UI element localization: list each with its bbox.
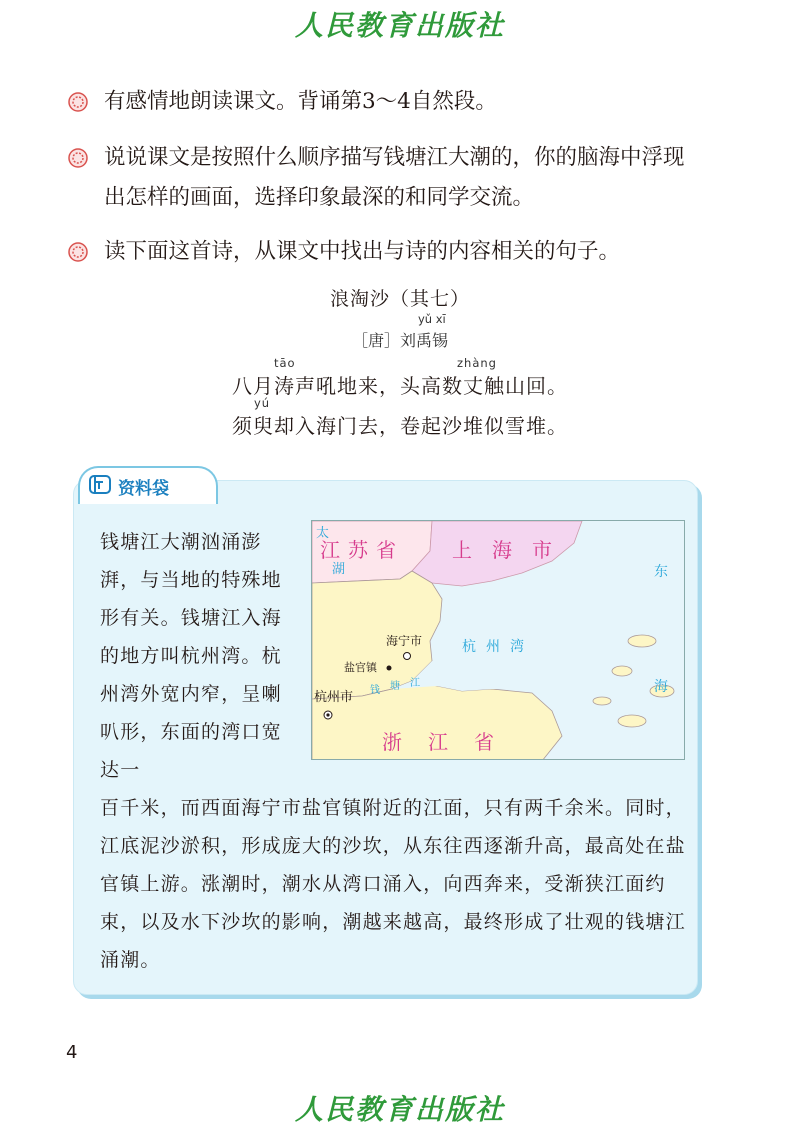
map-label-shanghai: 上海市 <box>452 538 572 562</box>
map-island <box>593 697 611 705</box>
info-paragraph-wide: 百千米，而西面海宁市盐官镇附近的江面，只有两千余米。同时，江底泥沙淤积，形成庞大的沙坎，从东往西逐渐升高，最高处在盐官镇上游。涨潮时，潮水从湾口涌入，向西奔来，受渐狭江面约束，以及水下沙坎的影响，潮越来越高，最终形成了壮观的钱塘江涌潮。 <box>100 797 686 971</box>
map-island <box>628 635 656 647</box>
map-point-hangzhou-center <box>326 713 329 716</box>
poem-author-name: 禹锡 <box>416 331 449 350</box>
poem-line2-seg2: 却入海门去，卷起沙堆似雪堆。 <box>274 414 568 438</box>
info-paragraph-narrow: 钱塘江大潮汹涌澎湃，与当地的特殊地形有关。钱塘江入海的地方叫杭州湾。杭州湾外宽内窄，呈喇叭形，东面的湾口宽达一 <box>100 531 282 781</box>
info-box-label: 资料袋 <box>118 479 169 499</box>
poem-author-prefix: ［唐］刘 <box>351 331 416 350</box>
zhang-pinyin: zhàng <box>457 356 497 370</box>
map-label-hangzhou: 杭州市 <box>314 690 354 705</box>
page-number: 4 <box>66 1042 78 1063</box>
publisher-header: 人民教育出版社 <box>294 9 505 42</box>
map-label-east: 东 <box>654 564 668 580</box>
poem-title: 浪淘沙（其七） <box>329 288 470 310</box>
book-bag-icon <box>88 472 112 496</box>
poem-line-1 <box>0 356 800 399</box>
map-label-yanguan: 盐官镇 <box>344 661 377 674</box>
poem-line1-seg2: 声吼地来，头高数 <box>295 374 463 398</box>
poem-line2-yu: 臾 <box>253 414 274 438</box>
map-label-hangzhouwan: 杭州湾 <box>462 639 534 655</box>
map-label-hu: 湖 <box>332 562 346 577</box>
map-label-jiang: 江 <box>410 678 420 689</box>
author-pinyin: yǔ xī <box>418 312 446 326</box>
map-label-tang: 塘 <box>390 681 400 692</box>
exercise-1-text: 有感情地朗读课文。背诵第3～4自然段。 <box>104 89 497 114</box>
map-point-yanguan <box>387 666 392 671</box>
seal-bullet-icon <box>68 242 88 262</box>
seal-bullet-icon <box>68 92 88 112</box>
map-label-qian: 钱 <box>370 685 380 696</box>
exercise-3-text: 读下面这首诗，从课文中找出与诗的内容相关的句子。 <box>104 239 621 264</box>
hangzhou-bay-map <box>311 520 685 760</box>
map-label-sea: 海 <box>654 679 668 695</box>
yu-pinyin: yú <box>254 396 271 410</box>
exercise-2 <box>68 138 748 218</box>
tao-pinyin: tāo <box>274 356 296 370</box>
map-label-jiangsu: 江苏省 <box>320 538 404 562</box>
exercise-2-text-line1: 说说课文是按照什么顺序描写钱塘江大潮的，你的脑海中浮现 <box>104 145 685 170</box>
poem-line1-seg1: 八月 <box>232 374 274 398</box>
exercise-2-text-line2: 出怎样的画面，选择印象最深的和同学交流。 <box>104 185 535 210</box>
poem-line2-seg1: 须 <box>232 414 253 438</box>
seal-bullet-icon <box>68 148 88 168</box>
poem-line1-seg3: 触山回。 <box>484 374 568 398</box>
map-island <box>612 666 632 676</box>
map-label-haining: 海宁市 <box>386 634 423 648</box>
poem-line1-zhang: 丈 <box>463 374 484 398</box>
map-label-taihu: 太 <box>316 526 330 541</box>
poem-line-2 <box>0 396 800 439</box>
exercise-3 <box>68 232 748 272</box>
exercise-1 <box>68 82 748 122</box>
publisher-footer: 人民教育出版社 <box>294 1093 505 1126</box>
map-island <box>618 715 646 727</box>
poem-author <box>0 312 800 351</box>
map-label-zhejiang: 浙江省 <box>382 730 520 754</box>
poem-line1-tao: 涛 <box>274 374 295 398</box>
map-point-haining <box>404 653 411 660</box>
